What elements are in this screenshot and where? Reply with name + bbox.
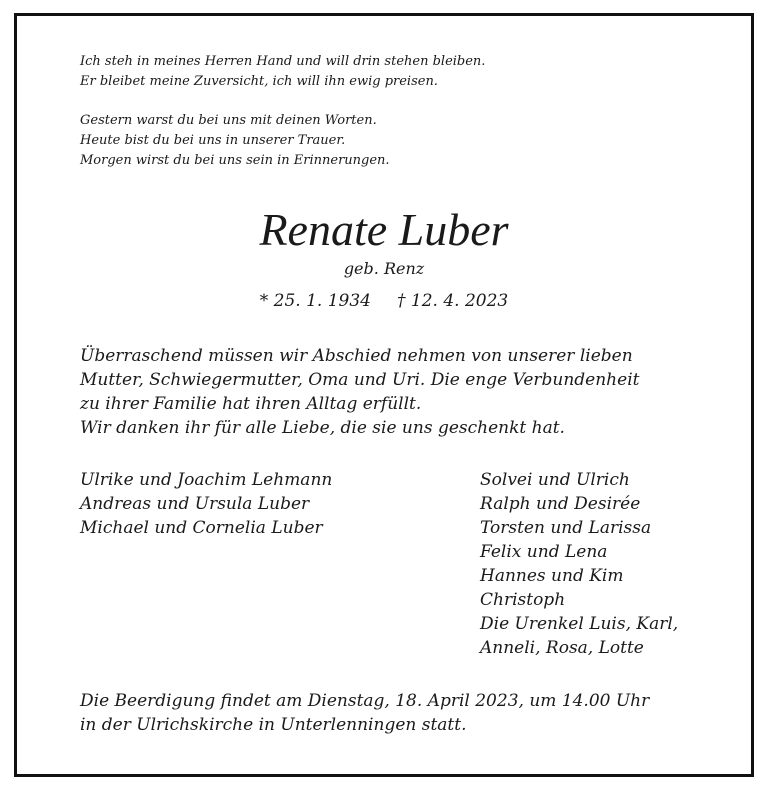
verse-line: Er bleibet meine Zuversicht, ich will ihn ewig preisen. — [80, 74, 438, 89]
mourner-entry: Ralph und Desirée — [480, 494, 641, 514]
mourner-entry: Andreas und Ursula Luber — [80, 494, 310, 514]
birth-date: * 25. 1. 1934 — [259, 291, 371, 311]
funeral-line: in der Ulrichskirche in Unterlenningen statt. — [80, 715, 467, 735]
message-line: Mutter, Schwiegermutter, Oma und Uri. Die enge Verbundenheit — [80, 370, 640, 390]
mourner-entry: Torsten und Larissa — [480, 518, 652, 538]
mourner-entry: Die Urenkel Luis, Karl, — [480, 614, 679, 634]
farewell-message — [80, 344, 639, 440]
verse-line: Heute bist du bei uns in unserer Trauer. — [80, 133, 346, 148]
verse-stanza-2 — [80, 111, 390, 171]
message-line: zu ihrer Familie hat ihren Alltag erfüllt. — [80, 394, 422, 414]
mourner-entry: Anneli, Rosa, Lotte — [480, 638, 644, 658]
life-dates — [0, 289, 768, 313]
mourners-list-left — [80, 468, 332, 540]
mourners-list-right — [480, 468, 678, 660]
message-line: Wir danken ihr für alle Liebe, die sie uns geschenkt hat. — [80, 418, 565, 438]
mourner-entry: Solvei und Ulrich — [480, 470, 630, 490]
mourner-entry: Christoph — [480, 590, 566, 610]
verse-line: Morgen wirst du bei uns sein in Erinnerungen. — [80, 153, 390, 168]
death-date: † 12. 4. 2023 — [397, 291, 509, 311]
message-line: Überraschend müssen wir Abschied nehmen von unserer lieben — [80, 346, 633, 366]
mourner-entry: Felix und Lena — [480, 542, 608, 562]
mourner-entry: Hannes und Kim — [480, 566, 624, 586]
funeral-notice — [80, 689, 649, 737]
deceased-name: Renate Luber — [259, 204, 509, 255]
verse-stanza-1 — [80, 52, 485, 92]
funeral-line: Die Beerdigung findet am Dienstag, 18. April 2023, um 14.00 Uhr — [80, 691, 650, 711]
mourner-entry: Ulrike und Joachim Lehmann — [80, 470, 333, 490]
verse-line: Gestern warst du bei uns mit deinen Worten. — [80, 113, 377, 128]
birth-name: geb. Renz — [343, 259, 425, 278]
mourner-entry: Michael und Cornelia Luber — [80, 518, 323, 538]
verse-line: Ich steh in meines Herren Hand und will drin stehen bleiben. — [80, 54, 486, 69]
